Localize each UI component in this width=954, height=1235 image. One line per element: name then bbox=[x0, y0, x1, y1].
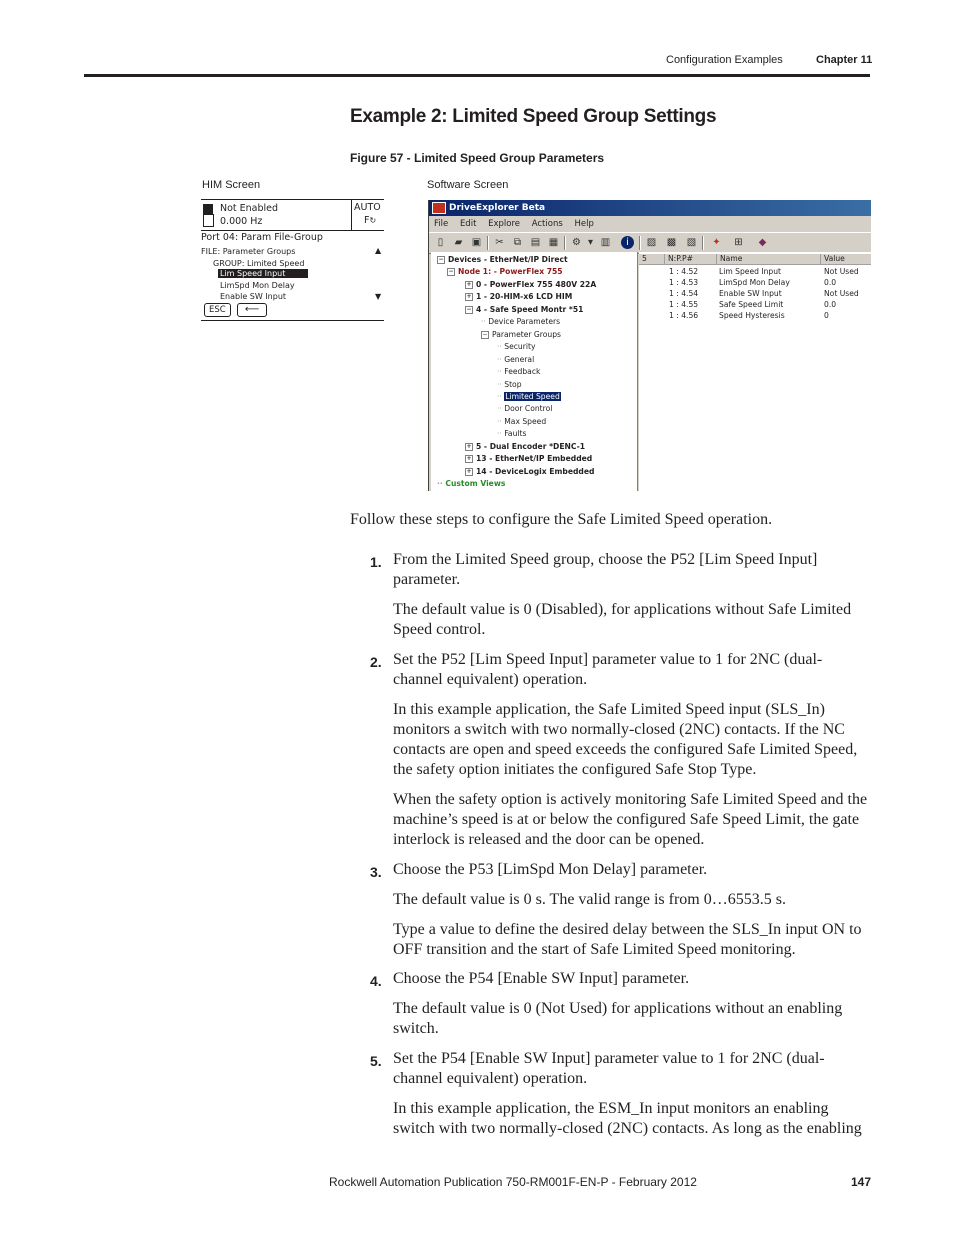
him-status-bar bbox=[201, 199, 384, 231]
cell-name: Speed Hysteresis bbox=[719, 311, 785, 320]
page-number: 147 bbox=[851, 1175, 872, 1189]
tree-node-label: Door Control bbox=[504, 404, 553, 414]
step-number: 5. bbox=[370, 1053, 382, 1069]
tree-node-label: 4 - Safe Speed Montr *51 bbox=[476, 304, 584, 314]
tree-node-label: Feedback bbox=[504, 367, 541, 377]
step-number: 4. bbox=[370, 973, 382, 989]
tree-node-label: Node 1: - PowerFlex 755 bbox=[458, 267, 563, 277]
upload-icon[interactable]: ▥ bbox=[600, 237, 611, 248]
cell-npp: 1 : 4.54 bbox=[669, 289, 699, 298]
tree-node[interactable] bbox=[465, 442, 585, 452]
tree-node[interactable] bbox=[481, 330, 561, 340]
scroll-up-icon[interactable]: ▲ bbox=[375, 246, 382, 255]
step-note: The default value is 0 s. The valid range is from 0…6553.5 s. bbox=[393, 891, 786, 908]
cell-npp: 1 : 4.53 bbox=[669, 278, 699, 287]
wizard-icon[interactable]: ✦ bbox=[712, 237, 721, 248]
menu-explore[interactable]: Explore bbox=[488, 219, 521, 229]
step-text: Set the P54 [Enable SW Input] parameter value to 1 for 2NC (dual-channel equivalent) operation. bbox=[393, 1050, 825, 1087]
tree-node[interactable] bbox=[497, 417, 546, 427]
tree-node[interactable] bbox=[497, 367, 540, 377]
properties-icon[interactable]: ▦ bbox=[548, 237, 559, 248]
expand-icon[interactable]: + bbox=[466, 442, 472, 450]
esc-button[interactable]: ESC bbox=[204, 303, 231, 317]
print-preview-icon[interactable]: ▩ bbox=[666, 237, 677, 248]
tree-node[interactable] bbox=[447, 267, 563, 277]
page-title: Example 2: Limited Speed Group Settings bbox=[350, 106, 717, 127]
tree-node[interactable] bbox=[465, 292, 572, 302]
tree-connector-icon: ·· bbox=[497, 429, 505, 439]
toolbar-separator bbox=[564, 236, 566, 250]
running-header-chapter: Chapter 11 bbox=[816, 54, 873, 66]
window-titlebar bbox=[429, 200, 871, 216]
app-icon bbox=[432, 202, 446, 214]
tree-node[interactable] bbox=[437, 479, 505, 489]
device-tree bbox=[431, 252, 638, 491]
step-note: The default value is 0 (Disabled), for applications without Safe Limited Speed control. bbox=[393, 601, 852, 638]
tree-node[interactable] bbox=[497, 380, 522, 390]
him-screen bbox=[201, 199, 384, 322]
tree-connector-icon: ·· bbox=[497, 404, 505, 414]
step-note: When the safety option is actively monitoring Safe Limited Speed and the machine’s speed is at or below the configured Safe Speed Limit, the gate interlock is released and the door can be opened. bbox=[393, 791, 868, 848]
him-file: FILE: Parameter Groups bbox=[201, 247, 296, 256]
cell-npp: 1 : 4.52 bbox=[669, 267, 699, 276]
expand-icon[interactable]: + bbox=[466, 467, 472, 475]
tree-node[interactable] bbox=[465, 467, 594, 477]
him-divider bbox=[351, 200, 352, 230]
him-mode: AUTO bbox=[354, 202, 381, 213]
new-icon[interactable]: ▯ bbox=[437, 237, 444, 248]
tree-node[interactable] bbox=[497, 392, 561, 402]
collapse-icon[interactable]: − bbox=[448, 268, 454, 276]
tree-node-label: 5 - Dual Encoder *DENC-1 bbox=[476, 441, 586, 451]
tree-connector-icon: ·· bbox=[497, 342, 505, 352]
toolbar bbox=[429, 232, 871, 254]
tree-connector-icon: ·· bbox=[497, 379, 505, 389]
step-note: The default value is 0 (Not Used) for applications without an enabling switch. bbox=[393, 1000, 843, 1037]
cut-icon[interactable]: ✂ bbox=[495, 237, 504, 248]
list-header-name[interactable]: Name bbox=[717, 254, 821, 265]
tree-connector-icon: ·· bbox=[497, 367, 505, 377]
collapse-icon[interactable]: − bbox=[438, 256, 444, 263]
him-screen-label: HIM Screen bbox=[202, 179, 261, 191]
tree-connector-icon: ·· bbox=[437, 479, 446, 489]
report-icon[interactable]: ▧ bbox=[686, 237, 697, 248]
him-direction-letter: F bbox=[364, 215, 370, 226]
save-icon[interactable]: ▣ bbox=[471, 237, 482, 248]
step-text: Set the P52 [Lim Speed Input] parameter value to 1 for 2NC (dual-channel equivalent) operation. bbox=[393, 651, 823, 688]
tree-connector-icon: ·· bbox=[497, 354, 505, 364]
compare-icon[interactable]: ⊞ bbox=[734, 237, 743, 248]
cell-value: Not Used bbox=[824, 267, 859, 276]
him-list-item[interactable]: Enable SW Input bbox=[220, 292, 287, 301]
expand-icon[interactable]: + bbox=[466, 455, 472, 463]
menu-actions[interactable]: Actions bbox=[531, 219, 563, 229]
window-title: DriveExplorer Beta bbox=[449, 203, 546, 213]
copy-icon[interactable]: ⧉ bbox=[513, 237, 522, 248]
cell-name: Safe Speed Limit bbox=[719, 300, 784, 309]
step-number: 1. bbox=[370, 554, 382, 570]
tree-node[interactable] bbox=[481, 317, 560, 327]
cell-npp: 1 : 4.56 bbox=[669, 311, 699, 320]
toolbar-separator bbox=[639, 236, 641, 250]
software-screen-label: Software Screen bbox=[427, 179, 509, 191]
tree-node-label: Faults bbox=[504, 429, 527, 439]
him-list-item[interactable]: LimSpd Mon Delay bbox=[220, 281, 295, 290]
tree-node-label: Stop bbox=[504, 379, 522, 389]
cell-name: Lim Speed Input bbox=[719, 267, 782, 276]
cell-value: Not Used bbox=[824, 289, 859, 298]
step-number: 3. bbox=[370, 864, 382, 880]
tree-node[interactable] bbox=[465, 280, 596, 290]
tree-node-label: 14 - DeviceLogix Embedded bbox=[476, 466, 595, 476]
parameter-list bbox=[639, 252, 871, 491]
toolbar-separator bbox=[487, 236, 489, 250]
list-header-number[interactable]: 5 bbox=[639, 254, 665, 265]
footer-publication: Rockwell Automation Publication 750-RM001F-EN-P - February 2012 bbox=[329, 1175, 697, 1189]
step-text: Choose the P53 [LimSpd Mon Delay] parameter. bbox=[393, 861, 708, 878]
tree-node-label: Custom Views bbox=[445, 479, 506, 489]
back-arrow-button[interactable]: ⟵ bbox=[237, 303, 267, 317]
cell-npp: 1 : 4.55 bbox=[669, 300, 699, 309]
tree-node-label: Max Speed bbox=[504, 416, 547, 426]
menu-bar bbox=[429, 217, 871, 232]
tree-node-label: Security bbox=[504, 342, 536, 352]
drive-explorer-window bbox=[428, 200, 871, 491]
cell-value: 0.0 bbox=[824, 278, 837, 287]
expand-icon[interactable]: + bbox=[466, 280, 472, 288]
tree-node[interactable] bbox=[497, 355, 534, 365]
tree-node[interactable] bbox=[437, 255, 568, 265]
collapse-icon[interactable]: − bbox=[466, 305, 472, 313]
tree-node-label: 13 - EtherNet/IP Embedded bbox=[476, 454, 593, 464]
menu-file[interactable]: File bbox=[434, 219, 449, 229]
step-text: Choose the P54 [Enable SW Input] parameter. bbox=[393, 970, 690, 987]
dropdown-icon[interactable]: ▾ bbox=[587, 237, 594, 248]
tree-node-label: General bbox=[504, 354, 535, 364]
tree-node[interactable] bbox=[465, 454, 592, 464]
intro-paragraph: Follow these steps to configure the Safe Limited Speed operation. bbox=[350, 511, 773, 528]
step-note: In this example application, the ESM_In input monitors an enabling switch with two normally-closed (2NC) contacts. As long as the enabling bbox=[393, 1100, 862, 1137]
step-number: 2. bbox=[370, 654, 382, 670]
tree-node[interactable] bbox=[497, 429, 526, 439]
stop-indicator-icon bbox=[203, 204, 213, 214]
cell-value: 0 bbox=[824, 311, 829, 320]
state-indicator-icon bbox=[203, 214, 214, 227]
tree-node[interactable] bbox=[465, 305, 583, 315]
him-direction bbox=[364, 215, 376, 226]
step-text: From the Limited Speed group, choose the P52 [Lim Speed Input] parameter. bbox=[393, 551, 818, 588]
tree-node[interactable] bbox=[497, 342, 535, 352]
him-frequency: 0.000 Hz bbox=[220, 216, 263, 227]
tree-node-label: Limited Speed bbox=[505, 391, 560, 401]
list-header-value[interactable]: Value bbox=[821, 254, 871, 265]
tree-node-label: Devices - EtherNet/IP Direct bbox=[448, 255, 568, 264]
tree-node-label: Device Parameters bbox=[488, 317, 561, 327]
running-header-section: Configuration Examples bbox=[666, 54, 783, 66]
tree-connector-icon: ·· bbox=[497, 416, 505, 426]
tree-node[interactable] bbox=[497, 404, 552, 414]
expand-icon[interactable]: + bbox=[466, 293, 472, 301]
open-icon[interactable]: ▰ bbox=[454, 237, 463, 248]
him-list-item[interactable]: Lim Speed Input bbox=[218, 269, 308, 278]
tree-node-label: Parameter Groups bbox=[492, 329, 561, 339]
cell-value: 0.0 bbox=[824, 300, 837, 309]
figure-caption: Figure 57 - Limited Speed Group Parameters bbox=[350, 151, 605, 165]
header-rule bbox=[84, 74, 870, 77]
collapse-icon[interactable]: − bbox=[482, 330, 488, 338]
rotate-icon: ↻ bbox=[369, 216, 377, 225]
tree-connector-icon: ·· bbox=[497, 391, 505, 401]
him-drive-status: Not Enabled bbox=[220, 203, 279, 214]
him-bottom-rule bbox=[201, 320, 384, 321]
step-note: Type a value to define the desired delay between the SLS_In input ON to OFF transition and the start of Safe Limited Speed monitoring. bbox=[393, 921, 862, 958]
tree-node-label: 1 - 20-HIM-x6 LCD HIM bbox=[476, 292, 573, 302]
paste-icon[interactable]: ▤ bbox=[530, 237, 541, 248]
info-icon[interactable]: i bbox=[621, 236, 634, 249]
him-port: Port 04: Param File-Group bbox=[201, 232, 323, 243]
help-book-icon[interactable]: ◆ bbox=[758, 237, 767, 248]
tree-node-label: 0 - PowerFlex 755 480V 22A bbox=[476, 279, 597, 289]
list-header-npp[interactable]: N:P.P# bbox=[665, 254, 717, 265]
connect-icon[interactable]: ⚙ bbox=[572, 237, 581, 248]
scroll-down-icon[interactable]: ▼ bbox=[375, 292, 382, 301]
menu-edit[interactable]: Edit bbox=[459, 219, 477, 229]
cell-name: LimSpd Mon Delay bbox=[719, 278, 790, 287]
toolbar-separator bbox=[702, 236, 704, 250]
menu-help[interactable]: Help bbox=[574, 219, 594, 229]
cell-name: Enable SW Input bbox=[719, 289, 782, 298]
tree-connector-icon: ·· bbox=[481, 317, 489, 327]
print-icon[interactable]: ▨ bbox=[646, 237, 657, 248]
him-group: GROUP: Limited Speed bbox=[213, 259, 305, 268]
step-note: In this example application, the Safe Limited Speed input (SLS_In) monitors a switch with two normally-closed (2NC) contacts. If the NC contacts are open and speed exceeds the configured Safe Limited Speed, the safety option initiates the configured Safe Stop Type. bbox=[393, 701, 858, 778]
